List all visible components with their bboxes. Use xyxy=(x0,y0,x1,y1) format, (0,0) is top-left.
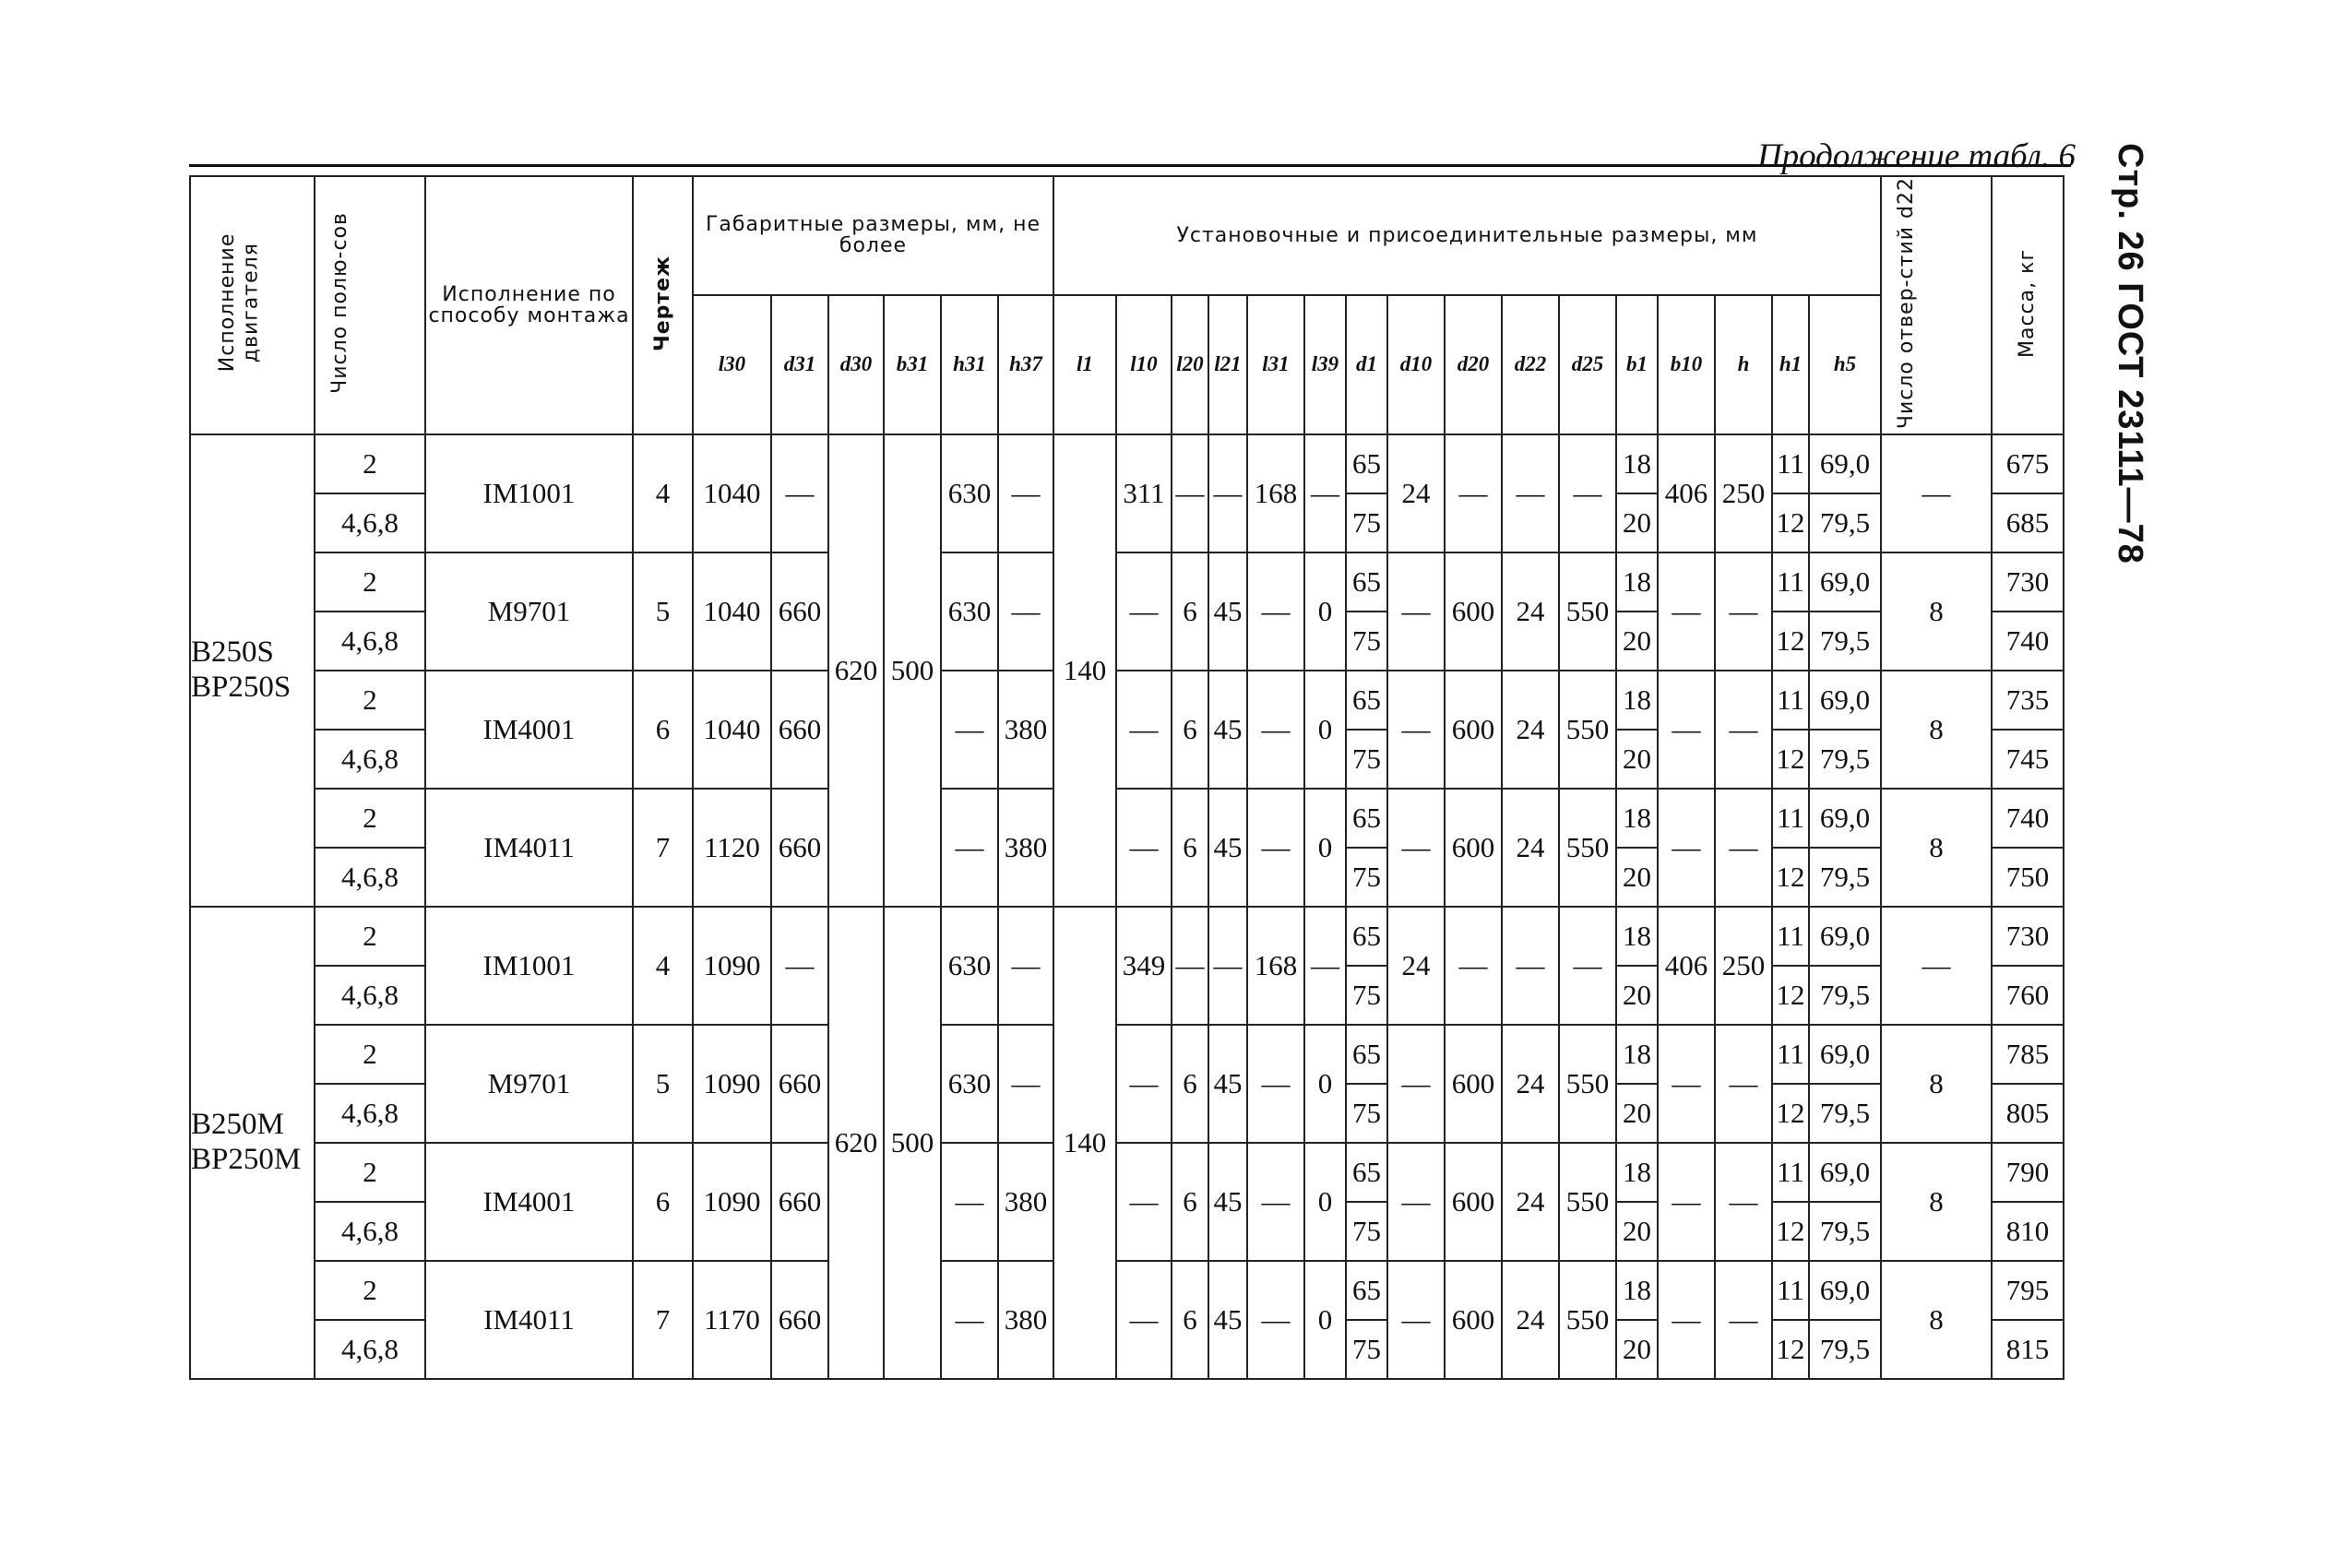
cell-drawing: 4 xyxy=(633,907,693,1025)
cell-l39: 0 xyxy=(1304,1025,1346,1143)
table-row xyxy=(190,434,2064,493)
cell-d20: — xyxy=(1445,907,1502,1025)
cell-poles: 4,6,8 xyxy=(315,1320,425,1379)
cell-poles: 4,6,8 xyxy=(315,1084,425,1143)
cell-mass: 740 xyxy=(1992,612,2064,671)
table-continuation-note: Продолжение табл. 6 xyxy=(1756,137,2076,175)
cell-poles: 4,6,8 xyxy=(315,730,425,789)
cell-l21: 45 xyxy=(1208,1261,1247,1379)
cell-b10: — xyxy=(1658,1143,1715,1261)
col-header-mass-text: Масса, кг xyxy=(2016,248,2040,358)
col-header-motor-text: Исполнение двигателя xyxy=(215,233,262,373)
cell-l30: 1090 xyxy=(693,907,771,1025)
cell-d10: — xyxy=(1387,789,1445,907)
table-row xyxy=(190,907,2064,966)
cell-l31: — xyxy=(1247,1261,1304,1379)
cell-d25: 550 xyxy=(1559,1025,1616,1143)
cell-h: — xyxy=(1715,671,1772,789)
table-row xyxy=(190,789,2064,848)
cell-holes: 8 xyxy=(1881,1261,1992,1379)
col-header-b1: b1 xyxy=(1616,295,1658,435)
col-header-holes xyxy=(1881,176,1992,434)
cell-l10: — xyxy=(1116,789,1172,907)
cell-h31: 630 xyxy=(941,552,998,671)
cell-h1: 11 xyxy=(1772,1261,1809,1320)
cell-l31: — xyxy=(1247,1025,1304,1143)
cell-h1: 11 xyxy=(1772,907,1809,966)
cell-mass: 685 xyxy=(1992,493,2064,552)
cell-l39: — xyxy=(1304,907,1346,1025)
cell-h5: 79,5 xyxy=(1809,1202,1881,1261)
cell-l1: 140 xyxy=(1053,907,1116,1379)
cell-l10: — xyxy=(1116,671,1172,789)
cell-l31: — xyxy=(1247,1143,1304,1261)
cell-mass: 740 xyxy=(1992,789,2064,848)
cell-b1: 18 xyxy=(1616,552,1658,612)
col-header-d31: d31 xyxy=(771,295,828,435)
cell-d22: 24 xyxy=(1502,789,1559,907)
cell-h1: 12 xyxy=(1772,1202,1809,1261)
cell-drawing: 4 xyxy=(633,434,693,552)
cell-l30: 1090 xyxy=(693,1143,771,1261)
cell-d20: — xyxy=(1445,434,1502,552)
cell-d1: 75 xyxy=(1346,1202,1387,1261)
cell-b1: 20 xyxy=(1616,1084,1658,1143)
cell-h37: 380 xyxy=(998,789,1053,907)
cell-d31: 660 xyxy=(771,789,828,907)
col-header-mounting: Исполнение по способу монтажа xyxy=(425,176,633,434)
cell-b1: 18 xyxy=(1616,1025,1658,1084)
col-header-h1: h1 xyxy=(1772,295,1809,435)
col-header-d10: d10 xyxy=(1387,295,1445,435)
cell-d1: 65 xyxy=(1346,552,1387,612)
cell-drawing: 6 xyxy=(633,671,693,789)
cell-mass: 735 xyxy=(1992,671,2064,730)
col-header-l10: l10 xyxy=(1116,295,1172,435)
col-header-l30: l30 xyxy=(693,295,771,435)
cell-d31: 660 xyxy=(771,1261,828,1379)
cell-b10: 406 xyxy=(1658,434,1715,552)
cell-d25: 550 xyxy=(1559,671,1616,789)
cell-poles: 2 xyxy=(315,671,425,730)
cell-poles: 2 xyxy=(315,907,425,966)
cell-h37: — xyxy=(998,1025,1053,1143)
cell-holes: 8 xyxy=(1881,1025,1992,1143)
cell-h5: 79,5 xyxy=(1809,966,1881,1025)
cell-mounting: IM1001 xyxy=(425,434,633,552)
cell-holes: — xyxy=(1881,907,1992,1025)
col-header-h37: h37 xyxy=(998,295,1053,435)
cell-l10: — xyxy=(1116,552,1172,671)
cell-h1: 12 xyxy=(1772,1084,1809,1143)
table-row xyxy=(190,1025,2064,1084)
cell-d25: — xyxy=(1559,907,1616,1025)
cell-l31: — xyxy=(1247,789,1304,907)
cell-d10: 24 xyxy=(1387,434,1445,552)
cell-h1: 12 xyxy=(1772,493,1809,552)
col-header-d22: d22 xyxy=(1502,295,1559,435)
cell-l30: 1090 xyxy=(693,1025,771,1143)
cell-h: — xyxy=(1715,1025,1772,1143)
cell-h31: — xyxy=(941,671,998,789)
cell-mass: 760 xyxy=(1992,966,2064,1025)
col-header-l20: l20 xyxy=(1172,295,1208,435)
cell-d25: 550 xyxy=(1559,789,1616,907)
cell-mounting: IM1001 xyxy=(425,907,633,1025)
cell-drawing: 7 xyxy=(633,789,693,907)
cell-mounting: IM4011 xyxy=(425,1261,633,1379)
cell-l39: 0 xyxy=(1304,789,1346,907)
cell-h5: 79,5 xyxy=(1809,730,1881,789)
cell-h1: 11 xyxy=(1772,1143,1809,1202)
cell-l20: — xyxy=(1172,907,1208,1025)
cell-l30: 1120 xyxy=(693,789,771,907)
cell-h5: 79,5 xyxy=(1809,848,1881,907)
table-row xyxy=(190,552,2064,612)
cell-poles: 2 xyxy=(315,1143,425,1202)
cell-h5: 79,5 xyxy=(1809,612,1881,671)
cell-l31: — xyxy=(1247,552,1304,671)
cell-b10: 406 xyxy=(1658,907,1715,1025)
cell-mass: 785 xyxy=(1992,1025,2064,1084)
cell-holes: — xyxy=(1881,434,1992,552)
cell-h37: — xyxy=(998,434,1053,552)
cell-mass: 730 xyxy=(1992,552,2064,612)
cell-d30: 620 xyxy=(828,907,884,1379)
cell-h5: 69,0 xyxy=(1809,1143,1881,1202)
cell-d25: 550 xyxy=(1559,552,1616,671)
cell-b1: 20 xyxy=(1616,848,1658,907)
cell-mass: 790 xyxy=(1992,1143,2064,1202)
cell-h1: 11 xyxy=(1772,671,1809,730)
dimensions-table xyxy=(189,175,2064,1380)
cell-d1: 75 xyxy=(1346,612,1387,671)
cell-l20: 6 xyxy=(1172,1025,1208,1143)
cell-l31: — xyxy=(1247,671,1304,789)
cell-d1: 75 xyxy=(1346,730,1387,789)
cell-h1: 12 xyxy=(1772,612,1809,671)
cell-poles: 4,6,8 xyxy=(315,848,425,907)
cell-h37: 380 xyxy=(998,1261,1053,1379)
cell-motor xyxy=(190,434,315,907)
cell-h5: 69,0 xyxy=(1809,789,1881,848)
table-row xyxy=(190,671,2064,730)
cell-d20: 600 xyxy=(1445,1025,1502,1143)
cell-d1: 75 xyxy=(1346,966,1387,1025)
col-header-installation: Установочные и присоединительные размеры, мм xyxy=(1053,176,1881,295)
cell-b1: 20 xyxy=(1616,1202,1658,1261)
cell-l21: 45 xyxy=(1208,552,1247,671)
cell-d31: 660 xyxy=(771,1143,828,1261)
cell-d1: 75 xyxy=(1346,493,1387,552)
cell-mounting: IM4001 xyxy=(425,1143,633,1261)
cell-poles: 4,6,8 xyxy=(315,966,425,1025)
cell-b1: 20 xyxy=(1616,493,1658,552)
cell-h1: 12 xyxy=(1772,1320,1809,1379)
cell-h5: 69,0 xyxy=(1809,1261,1881,1320)
cell-d22: — xyxy=(1502,907,1559,1025)
cell-l21: 45 xyxy=(1208,671,1247,789)
cell-h5: 79,5 xyxy=(1809,493,1881,552)
cell-drawing: 5 xyxy=(633,552,693,671)
cell-mounting: M9701 xyxy=(425,552,633,671)
cell-l39: 0 xyxy=(1304,1143,1346,1261)
cell-h1: 12 xyxy=(1772,730,1809,789)
table-row xyxy=(190,1261,2064,1320)
cell-holes: 8 xyxy=(1881,671,1992,789)
cell-poles: 4,6,8 xyxy=(315,1202,425,1261)
col-header-mass xyxy=(1992,176,2064,434)
col-header-h31: h31 xyxy=(941,295,998,435)
cell-d20: 600 xyxy=(1445,789,1502,907)
cell-l10: — xyxy=(1116,1143,1172,1261)
cell-h31: 630 xyxy=(941,907,998,1025)
cell-l39: 0 xyxy=(1304,1261,1346,1379)
col-header-l31: l31 xyxy=(1247,295,1304,435)
cell-drawing: 5 xyxy=(633,1025,693,1143)
cell-l39: — xyxy=(1304,434,1346,552)
cell-d31: 660 xyxy=(771,671,828,789)
cell-l20: — xyxy=(1172,434,1208,552)
cell-b1: 20 xyxy=(1616,612,1658,671)
col-header-poles xyxy=(315,176,425,434)
cell-b31: 500 xyxy=(884,907,941,1379)
cell-d1: 65 xyxy=(1346,789,1387,848)
cell-l21: 45 xyxy=(1208,789,1247,907)
cell-h: 250 xyxy=(1715,434,1772,552)
cell-d10: 24 xyxy=(1387,907,1445,1025)
cell-h31: 630 xyxy=(941,1025,998,1143)
cell-b1: 20 xyxy=(1616,1320,1658,1379)
cell-poles: 4,6,8 xyxy=(315,493,425,552)
cell-l30: 1040 xyxy=(693,552,771,671)
cell-d31: 660 xyxy=(771,1025,828,1143)
cell-l31: 168 xyxy=(1247,434,1304,552)
col-header-b10: b10 xyxy=(1658,295,1715,435)
cell-mounting: IM4011 xyxy=(425,789,633,907)
col-header-motor xyxy=(190,176,315,434)
cell-drawing: 7 xyxy=(633,1261,693,1379)
cell-h5: 69,0 xyxy=(1809,907,1881,966)
cell-b31: 500 xyxy=(884,434,941,907)
cell-mass: 810 xyxy=(1992,1202,2064,1261)
cell-l39: 0 xyxy=(1304,671,1346,789)
col-header-l21: l21 xyxy=(1208,295,1247,435)
col-header-d25: d25 xyxy=(1559,295,1616,435)
cell-b10: — xyxy=(1658,671,1715,789)
col-header-d30: d30 xyxy=(828,295,884,435)
cell-h: — xyxy=(1715,1143,1772,1261)
cell-b10: — xyxy=(1658,552,1715,671)
cell-d1: 65 xyxy=(1346,907,1387,966)
cell-b1: 20 xyxy=(1616,730,1658,789)
cell-d1: 75 xyxy=(1346,1084,1387,1143)
col-header-drawing xyxy=(633,176,693,434)
cell-mounting: IM4001 xyxy=(425,671,633,789)
cell-h37: — xyxy=(998,552,1053,671)
cell-l10: 349 xyxy=(1116,907,1172,1025)
cell-l30: 1040 xyxy=(693,434,771,552)
cell-b10: — xyxy=(1658,1261,1715,1379)
cell-d30: 620 xyxy=(828,434,884,907)
cell-poles: 2 xyxy=(315,434,425,493)
cell-h5: 69,0 xyxy=(1809,434,1881,493)
cell-h1: 12 xyxy=(1772,966,1809,1025)
cell-l20: 6 xyxy=(1172,1261,1208,1379)
cell-b1: 18 xyxy=(1616,434,1658,493)
cell-h1: 11 xyxy=(1772,1025,1809,1084)
cell-d1: 65 xyxy=(1346,1261,1387,1320)
cell-l39: 0 xyxy=(1304,552,1346,671)
cell-h5: 69,0 xyxy=(1809,1025,1881,1084)
cell-h37: — xyxy=(998,907,1053,1025)
col-header-drawing-text: Чертеж xyxy=(650,255,674,351)
cell-mass: 750 xyxy=(1992,848,2064,907)
cell-b1: 18 xyxy=(1616,1143,1658,1202)
cell-d10: — xyxy=(1387,552,1445,671)
cell-l21: — xyxy=(1208,434,1247,552)
cell-d22: 24 xyxy=(1502,552,1559,671)
cell-b1: 18 xyxy=(1616,1261,1658,1320)
cell-d10: — xyxy=(1387,1143,1445,1261)
cell-d20: 600 xyxy=(1445,1143,1502,1261)
cell-l1: 140 xyxy=(1053,434,1116,907)
cell-h31: 630 xyxy=(941,434,998,552)
cell-h: 250 xyxy=(1715,907,1772,1025)
cell-b1: 18 xyxy=(1616,789,1658,848)
cell-d25: 550 xyxy=(1559,1261,1616,1379)
cell-d1: 65 xyxy=(1346,1025,1387,1084)
cell-mass: 675 xyxy=(1992,434,2064,493)
col-header-overall: Габаритные размеры, мм, не более xyxy=(693,176,1053,295)
cell-d10: — xyxy=(1387,1261,1445,1379)
cell-d31: — xyxy=(771,907,828,1025)
cell-h: — xyxy=(1715,789,1772,907)
cell-h37: 380 xyxy=(998,1143,1053,1261)
cell-l30: 1170 xyxy=(693,1261,771,1379)
cell-h1: 12 xyxy=(1772,848,1809,907)
cell-d22: — xyxy=(1502,434,1559,552)
cell-l21: 45 xyxy=(1208,1143,1247,1261)
cell-d20: 600 xyxy=(1445,1261,1502,1379)
cell-mass: 745 xyxy=(1992,730,2064,789)
cell-d20: 600 xyxy=(1445,671,1502,789)
cell-d10: — xyxy=(1387,1025,1445,1143)
col-header-d1: d1 xyxy=(1346,295,1387,435)
cell-poles: 2 xyxy=(315,552,425,612)
cell-mass: 815 xyxy=(1992,1320,2064,1379)
cell-drawing: 6 xyxy=(633,1143,693,1261)
cell-h: — xyxy=(1715,552,1772,671)
cell-d1: 75 xyxy=(1346,848,1387,907)
cell-poles: 4,6,8 xyxy=(315,612,425,671)
cell-h31: — xyxy=(941,1143,998,1261)
cell-h37: 380 xyxy=(998,671,1053,789)
cell-d22: 24 xyxy=(1502,1143,1559,1261)
page-side-label: Стр. 26 ГОСТ 23111—78 xyxy=(2111,143,2149,564)
cell-l21: 45 xyxy=(1208,1025,1247,1143)
cell-h5: 79,5 xyxy=(1809,1320,1881,1379)
cell-l31: 168 xyxy=(1247,907,1304,1025)
cell-h5: 69,0 xyxy=(1809,552,1881,612)
col-header-b31: b31 xyxy=(884,295,941,435)
col-header-h5: h5 xyxy=(1809,295,1881,435)
cell-l10: — xyxy=(1116,1261,1172,1379)
cell-d1: 65 xyxy=(1346,1143,1387,1202)
table-body xyxy=(190,434,2064,1379)
cell-d22: 24 xyxy=(1502,1025,1559,1143)
cell-l20: 6 xyxy=(1172,671,1208,789)
cell-holes: 8 xyxy=(1881,789,1992,907)
motor-designation: B250M BP250M xyxy=(191,1108,302,1177)
motor-designation: B250S BP250S xyxy=(191,636,292,705)
cell-holes: 8 xyxy=(1881,552,1992,671)
cell-l30: 1040 xyxy=(693,671,771,789)
col-header-h: h xyxy=(1715,295,1772,435)
cell-mass: 730 xyxy=(1992,907,2064,966)
col-header-d20: d20 xyxy=(1445,295,1502,435)
cell-mass: 795 xyxy=(1992,1261,2064,1320)
col-header-l39: l39 xyxy=(1304,295,1346,435)
cell-l20: 6 xyxy=(1172,789,1208,907)
cell-motor xyxy=(190,907,315,1379)
cell-d22: 24 xyxy=(1502,671,1559,789)
cell-h1: 11 xyxy=(1772,434,1809,493)
cell-l20: 6 xyxy=(1172,552,1208,671)
cell-b1: 18 xyxy=(1616,671,1658,730)
cell-b10: — xyxy=(1658,789,1715,907)
cell-b1: 20 xyxy=(1616,966,1658,1025)
cell-d22: 24 xyxy=(1502,1261,1559,1379)
cell-d20: 600 xyxy=(1445,552,1502,671)
cell-h1: 11 xyxy=(1772,552,1809,612)
cell-d10: — xyxy=(1387,671,1445,789)
cell-d31: — xyxy=(771,434,828,552)
cell-b10: — xyxy=(1658,1025,1715,1143)
cell-h: — xyxy=(1715,1261,1772,1379)
cell-l21: — xyxy=(1208,907,1247,1025)
cell-poles: 2 xyxy=(315,1025,425,1084)
cell-h31: — xyxy=(941,789,998,907)
cell-l10: — xyxy=(1116,1025,1172,1143)
cell-h1: 11 xyxy=(1772,789,1809,848)
cell-h31: — xyxy=(941,1261,998,1379)
cell-h5: 69,0 xyxy=(1809,671,1881,730)
cell-poles: 2 xyxy=(315,789,425,848)
cell-mass: 805 xyxy=(1992,1084,2064,1143)
cell-l10: 311 xyxy=(1116,434,1172,552)
cell-d1: 75 xyxy=(1346,1320,1387,1379)
col-header-poles-text: Число полю-сов xyxy=(328,212,351,394)
cell-d25: 550 xyxy=(1559,1143,1616,1261)
table-row xyxy=(190,1143,2064,1202)
cell-h5: 79,5 xyxy=(1809,1084,1881,1143)
cell-d25: — xyxy=(1559,434,1616,552)
cell-mounting: M9701 xyxy=(425,1025,633,1143)
col-header-holes-text: Число отвер-стий d22 xyxy=(1895,177,1918,430)
cell-holes: 8 xyxy=(1881,1143,1992,1261)
cell-d1: 65 xyxy=(1346,671,1387,730)
cell-d31: 660 xyxy=(771,552,828,671)
cell-d1: 65 xyxy=(1346,434,1387,493)
col-header-l1: l1 xyxy=(1053,295,1116,435)
table-header-row-1 xyxy=(190,176,2064,295)
cell-poles: 2 xyxy=(315,1261,425,1320)
cell-b1: 18 xyxy=(1616,907,1658,966)
cell-l20: 6 xyxy=(1172,1143,1208,1261)
